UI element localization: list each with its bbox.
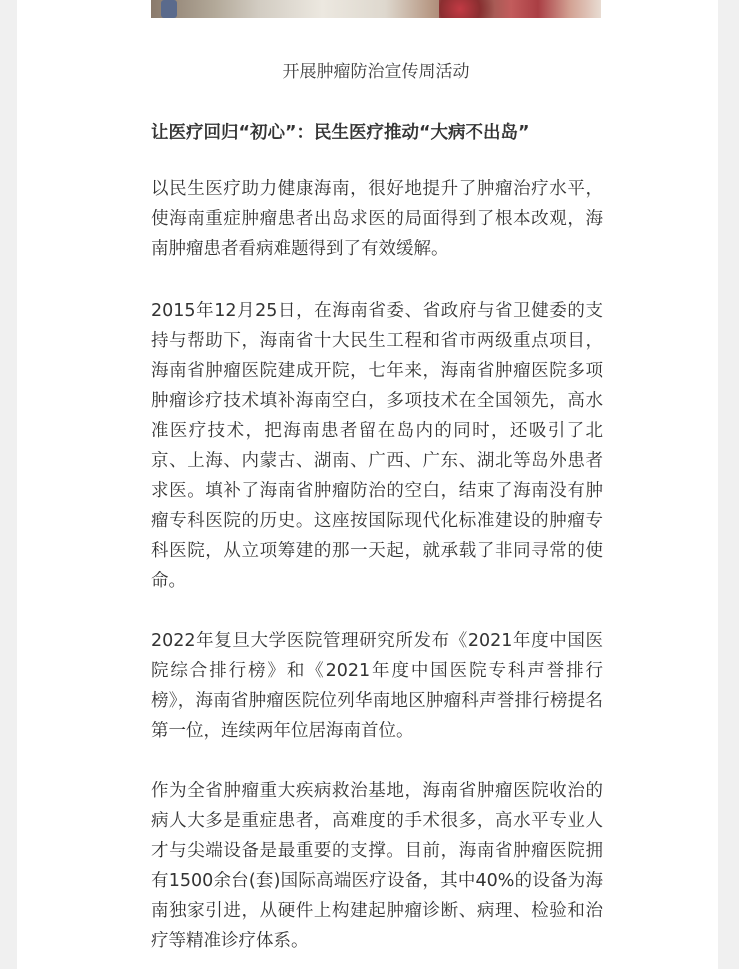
article-photo[interactable] bbox=[151, 0, 601, 18]
photo-detail-figure bbox=[161, 0, 177, 18]
paragraph: 2015年12月25日，在海南省委、省政府与省卫健委的支持与帮助下，海南省十大民生工程和省市两级重点项目，海南省肿瘤医院建成开院，七年来，海南省肿瘤医院多项肿瘤诊疗技术填补海南空白，多项技术在全国领先，高水准医疗技术，把海南患者留在岛内的同时，还吸引了北京、上海、内蒙古、湖南、广西、广东、湖北等岛外患者求医。填补了海南省肿瘤防治的空白，结束了海南没有肿瘤专科医院的历史。这座按国际现代化标准建设的肿瘤专科医院，从立项筹建的那一天起，就承载了非同寻常的使命。 bbox=[151, 301, 603, 591]
article-page bbox=[17, 0, 718, 969]
photo-caption: 开展肿瘤防治宣传周活动 bbox=[282, 62, 470, 82]
section-heading: 让医疗回归“初心”：民生医疗推动“大病不出岛” bbox=[151, 123, 530, 143]
paragraph: 作为全省肿瘤重大疾病救治基地，海南省肿瘤医院收治的病人大多是重症患者，高难度的手术很多，高水平专业人才与尖端设备是最重要的支撑。目前，海南省肿瘤医院拥有1500余台(套)国际高端医疗设备，其中40%的设备为海南独家引进，从硬件上构建起肿瘤诊断、病理、检验和治疗等精准诊疗体系。 bbox=[151, 781, 603, 951]
paragraph: 2022年复旦大学医院管理研究所发布《2021年度中国医院综合排行榜》和《2021年度中国医院专科声誉排行榜》，海南省肿瘤医院位列华南地区肿瘤科声誉排行榜提名第一位，连续两年位居海南首位。 bbox=[151, 631, 603, 741]
photo-detail-flowers bbox=[439, 0, 509, 18]
paragraph: 以民生医疗助力健康海南，很好地提升了肿瘤治疗水平，使海南重症肿瘤患者出岛求医的局面得到了根本改观，海南肿瘤患者看病难题得到了有效缓解。 bbox=[151, 179, 603, 259]
